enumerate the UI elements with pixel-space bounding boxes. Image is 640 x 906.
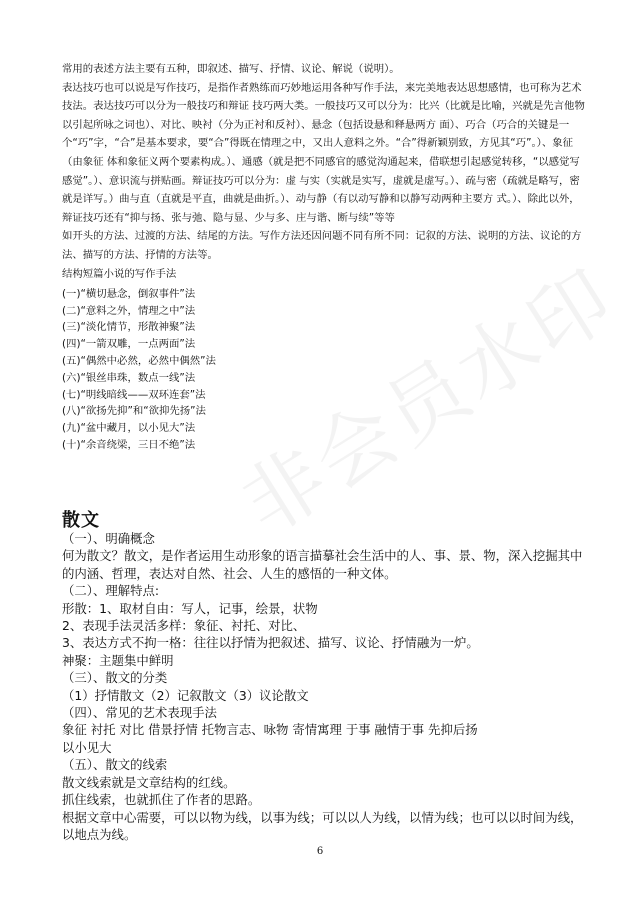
novel-method-item: (四)“一箭双雕，一点两面”法: [62, 338, 196, 351]
novel-methods-section: [62, 266, 587, 454]
prose-line: 3、表达方式不拘一格：往往以抒情为把叙述、描写、议论、抒情融为一炉。: [62, 635, 479, 651]
prose-line: 2、表现手法灵活多样：象征、衬托、对比、: [62, 618, 306, 634]
prose-line: 抓住线索，也就抓住了作者的思路。: [62, 792, 261, 808]
novel-method-item: (二)“意料之外，情理之中”法: [62, 304, 196, 317]
novel-method-item: (九)“盆中藏月，以小见大”法: [62, 422, 196, 435]
novel-method-item: (六)“银丝串珠，数点一线”法: [62, 371, 196, 384]
prose-line: 根据文章中心需要，可以以物为线，以事为线；可以以人为线，以情为线；也可以以时间为线，以地点为线。: [62, 809, 583, 842]
intro-paragraph: 如开头的方法、过渡的方法、结尾的方法。写作方法还因问题不同有所不同：记叙的方法、说明的方法、议论的方法、描写的方法、抒情的方法等。: [62, 230, 582, 261]
page-number: 6: [316, 846, 324, 857]
novel-method-item: (一)“横切悬念，倒叙事件”法: [62, 287, 196, 300]
prose-line: （二）、理解特点:: [62, 583, 160, 599]
novel-method-item: (三)“淡化情节，形散神聚”法: [62, 321, 196, 334]
intro-paragraph: 常用的表述方法主要有五种，即叙述、描写、抒情、议论、解说（说明）。: [62, 63, 400, 75]
novel-method-item: (八)“欲扬先抑”和“欲抑先扬”法: [62, 405, 206, 418]
prose-line: （五）、散文的线索: [62, 757, 168, 773]
prose-line: 形散：1、取材自由：写人，记事，绘景，状物: [62, 600, 318, 616]
watermark: 非会员水印: [225, 250, 632, 553]
intro-section: [62, 60, 587, 265]
novel-method-item: (十)“余音绕梁，三日不绝”法: [62, 438, 196, 451]
prose-line: （三）、散文的分类: [62, 670, 168, 686]
prose-line: 神聚：主题集中鲜明: [62, 652, 174, 668]
novel-method-item: (五)“偶然中必然，必然中偶然”法: [62, 354, 216, 367]
novel-methods-heading: 结构短篇小说的写作手法: [62, 268, 177, 280]
prose-line: （四）、常见的艺术表现手法: [62, 705, 217, 721]
novel-method-item: (七)“明线暗线——双环连套”法: [62, 388, 206, 401]
prose-line: 何为散文？散文，是作者运用生动形象的语言描摹社会生活中的人、事、景、物，深入挖掘其中的内涵、哲理，表达对自然、社会、人生的感悟的一种文体。: [62, 548, 583, 581]
prose-line: 以小见大: [62, 739, 112, 755]
prose-section-title: 散文: [62, 510, 100, 531]
prose-section: [62, 530, 587, 843]
prose-line: 象征 衬托 对比 借景抒情 托物言志、咏物 寄情寓理 于事 融情于事 先抑后扬: [62, 722, 478, 738]
prose-line: （一）、明确概念: [62, 531, 155, 546]
prose-line: 散文线索就是文章结构的红线。: [62, 774, 236, 790]
prose-line: （1）抒情散文（2）记叙散文（3）议论散文: [62, 687, 309, 703]
intro-paragraph: 表达技巧也可以说是写作技巧，是指作者熟练而巧妙地运用各种写作手法，来完美地表达思想感情，也可称为艺术技法。表达技巧可以分为一般技巧和辩证 技巧两大类。一般技巧又可以分为：比兴（比就是比喻，兴就是先言他物以引起所咏之词也）、对比、映衬（分为正衬和反衬）、悬念（包括设悬和释悬两方 面）、巧合（巧合的关键是一个“巧”字，“合”是基本要求，要“合”得既在情理之中，又出人意料之外。“合”得新颖别致，方见其“巧”。）、象征（由象征 体和象征义两个要素构成。）、通感（就是把不同感官的感觉沟通起来，借联想引起感觉转移，“以感觉写感觉”。）、意识流与拼贴画。辩证技巧可以分为：虚 与实（实就是实写，虚就是虚写。）、疏与密（疏就是略写，密就是详写。）曲与直（直就是平直，曲就是曲折。）、动与静（有以动写静和以静写动两种主要方 式。）、除此以外，辩证技巧还有“抑与扬、张与弛、隐与显、少与多、庄与谐、断与续”等等: [62, 81, 585, 224]
